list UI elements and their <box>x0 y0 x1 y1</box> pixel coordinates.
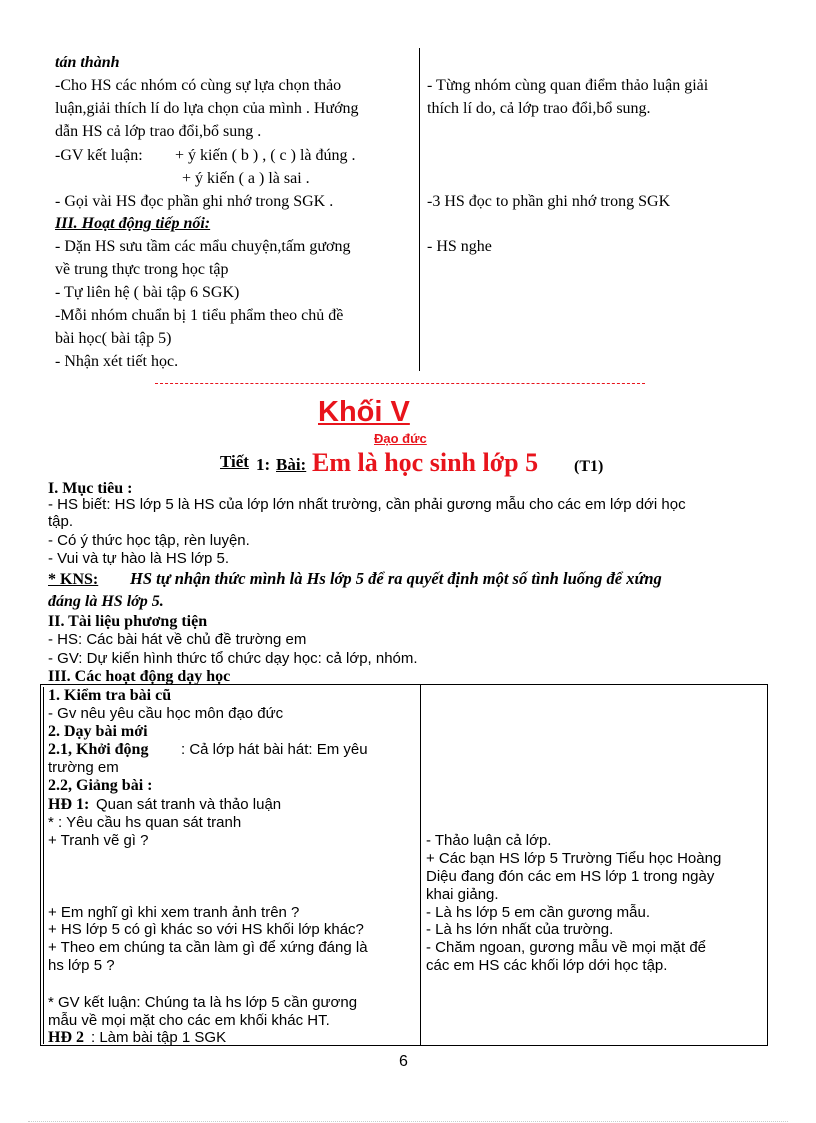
materials-title: II. Tài liệu phương tiện <box>48 613 208 630</box>
text-line: - HS biết: HS lớp 5 là HS của lớp lớn nhất trường, cần phải gương mẫu cho các em lớp dới học <box>48 496 686 513</box>
section-heading: III. Hoạt động tiếp nối: <box>55 215 211 232</box>
text-line: luận,giải thích lí do lựa chọn của mình . Hướng <box>55 100 359 117</box>
text-line: : Cả lớp hát bài hát: Em yêu <box>181 741 368 758</box>
text-line: - HS nghe <box>427 238 492 255</box>
top-table-divider <box>419 48 420 371</box>
text-line: - Gọi vài HS đọc phần ghi nhớ trong SGK . <box>55 193 334 210</box>
text-line: - Vui và tự hào là HS lớp 5. <box>48 550 230 567</box>
text-line: * GV kết luận: Chúng ta là hs lớp 5 cần gương <box>48 994 358 1011</box>
page-bottom-rule <box>28 1121 788 1122</box>
tiet-label: Tiết <box>220 452 249 471</box>
text-line: + HS lớp 5 có gì khác so với HS khối lớp khác? <box>48 921 364 938</box>
text-line: - Là hs lớn nhất của trường. <box>426 921 614 938</box>
page-number: 6 <box>399 1053 408 1070</box>
text-line: + Em nghĩ gì khi xem tranh ảnh trên ? <box>48 904 300 921</box>
text-line: + Tranh vẽ gì ? <box>48 832 149 849</box>
text-line: + ý kiến ( a ) là sai . <box>182 170 310 187</box>
activities-title: III. Các hoạt động dạy học <box>48 668 231 685</box>
lesson-part: (T1) <box>574 458 604 475</box>
text-line: + ý kiến ( b ) , ( c ) là đúng . <box>175 147 356 164</box>
text-line: thích lí do, cả lớp trao đổi,bổ sung. <box>427 100 651 117</box>
text-line: trường em <box>48 759 119 776</box>
kns-label: * KNS: <box>48 571 99 588</box>
activities-table-divider <box>420 684 421 1046</box>
tiet-number: 1: <box>256 455 271 474</box>
activity-label: HĐ 1: <box>48 796 90 813</box>
text-line: - Nhận xét tiết học. <box>55 353 179 370</box>
bai-label: Bài: <box>276 455 307 474</box>
step-heading: 2. Dạy bài mới <box>48 723 148 740</box>
inner-left-border <box>43 687 44 1044</box>
text-line: dẫn HS cả lớp trao đổi,bổ sung . <box>55 123 262 140</box>
text-line: : Làm bài tập 1 SGK <box>91 1029 227 1046</box>
step-heading: 2.2, Giảng bài : <box>48 777 153 794</box>
text-line: - GV: Dự kiến hình thức tổ chức dạy học: cả lớp, nhóm. <box>48 650 418 667</box>
step-heading: 1. Kiểm tra bài cũ <box>48 687 172 704</box>
kns-text: đáng là HS lớp 5. <box>48 593 164 610</box>
lesson-title: Em là học sinh lớp 5 <box>312 448 539 477</box>
text-line: - Chăm ngoan, gương mẫu về mọi mặt để <box>426 939 707 956</box>
text-line: tập. <box>48 513 74 530</box>
text-line: - Tự liên hệ ( bài tập 6 SGK) <box>55 284 240 301</box>
objectives-title: I. Mục tiêu : <box>48 480 133 497</box>
text-line: * : Yêu cầu hs quan sát tranh <box>48 814 242 831</box>
text-line: - Dặn HS sưu tầm các mẩu chuyện,tấm gương <box>55 238 351 255</box>
activity-label: HĐ 2 <box>48 1029 84 1046</box>
text-line: -3 HS đọc to phần ghi nhớ trong SGK <box>427 193 671 210</box>
text-tan-thanh: tán thành <box>55 54 120 71</box>
text-line: + Theo em chúng ta cần làm gì để xứng đáng là <box>48 939 368 956</box>
text-line: + Các bạn HS lớp 5 Trường Tiểu học Hoàng <box>426 850 722 867</box>
text-line: Quan sát tranh và thảo luận <box>96 796 282 813</box>
step-heading: 2.1, Khởi động <box>48 741 149 758</box>
text-line: các em HS các khối lớp dới học tập. <box>426 957 668 974</box>
text-line: - Gv nêu yêu cầu học môn đạo đức <box>48 705 284 722</box>
text-line: mẫu về mọi mặt cho các em khối khác HT. <box>48 1012 330 1029</box>
grade-heading: Khối V <box>318 396 410 428</box>
text-line: hs lớp 5 ? <box>48 957 115 974</box>
text-line: - Từng nhóm cùng quan điểm thảo luận giải <box>427 77 709 94</box>
text-line: bài học( bài tập 5) <box>55 330 172 347</box>
text-line: - HS: Các bài hát về chủ đề trường em <box>48 631 307 648</box>
text-line: Diệu đang đón các em HS lớp 1 trong ngày <box>426 868 715 885</box>
text-line: khai giảng. <box>426 886 499 903</box>
text-line: - Có ý thức học tập, rèn luyện. <box>48 532 250 549</box>
text-line: - Là hs lớp 5 em cần gương mẫu. <box>426 904 650 921</box>
text-line: - Thảo luận cả lớp. <box>426 832 552 849</box>
subject-label: Đạo đức <box>374 431 427 446</box>
text-line: -Cho HS các nhóm có cùng sự lựa chọn thảo <box>55 77 342 94</box>
text-line: về trung thực trong học tập <box>55 261 229 278</box>
text-line: -Mỗi nhóm chuẩn bị 1 tiểu phẩm theo chủ đề <box>55 307 344 324</box>
text-line: -GV kết luận: <box>55 147 143 164</box>
section-divider <box>155 383 645 384</box>
kns-text: HS tự nhận thức mình là Hs lớp 5 để ra quyết định một số tình luống để xứng <box>130 569 662 588</box>
